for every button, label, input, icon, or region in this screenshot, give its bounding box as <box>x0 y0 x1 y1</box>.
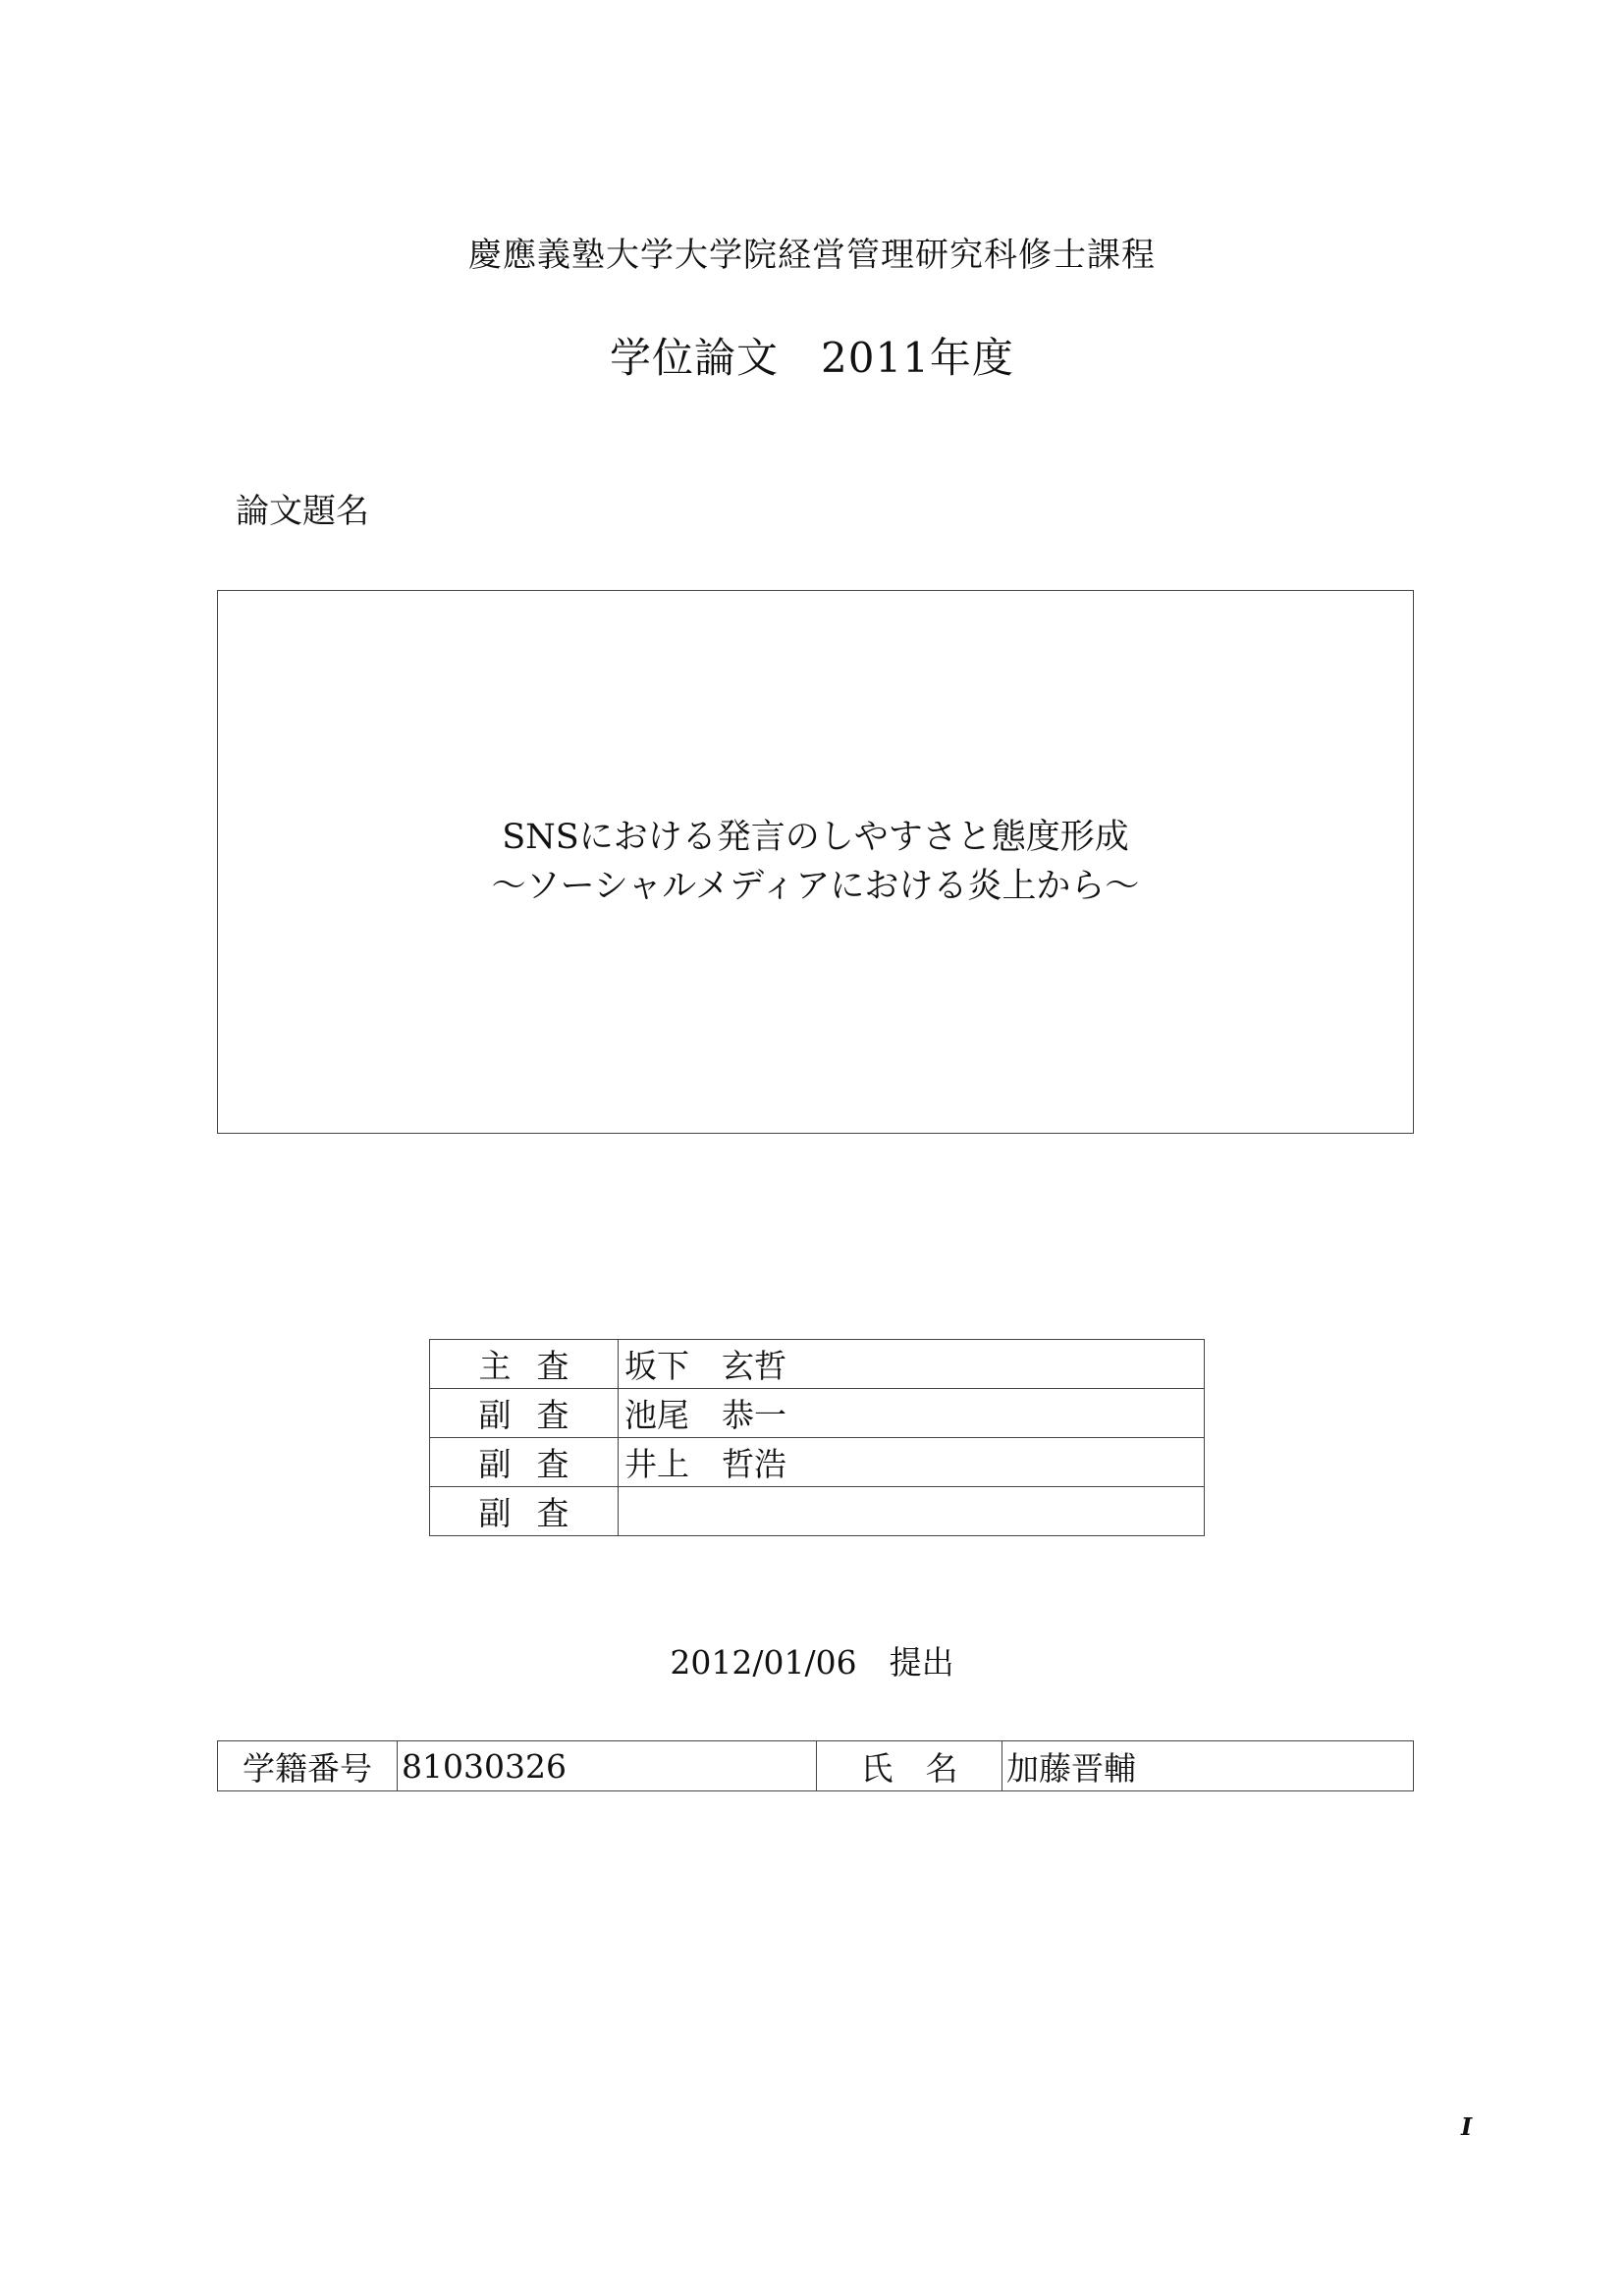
examiner-row <box>430 1487 1205 1536</box>
examiner-role: 主査 <box>430 1340 619 1389</box>
student-id-value: 81030326 <box>398 1741 817 1791</box>
examiner-name: 井上 哲浩 <box>619 1438 1205 1487</box>
examiner-row <box>430 1438 1205 1487</box>
submission-date: 2012/01/06 提出 <box>670 1643 954 1682</box>
page-number: I <box>1461 2112 1473 2141</box>
examiner-role: 副査 <box>430 1438 619 1487</box>
student-info-table <box>217 1740 1414 1791</box>
examiner-name: 坂下 玄哲 <box>619 1340 1205 1389</box>
thesis-title-subtitle: 〜ソーシャルメディアにおける炎上から〜 <box>491 867 1140 906</box>
thesis-year-heading: 学位論文 2011年度 <box>610 334 1014 382</box>
examiner-name: 池尾 恭一 <box>619 1389 1205 1438</box>
examiner-row <box>430 1340 1205 1389</box>
examiner-role: 副査 <box>430 1487 619 1536</box>
examiner-name <box>619 1487 1205 1536</box>
examiners-table <box>429 1339 1205 1536</box>
student-info-row <box>218 1741 1414 1791</box>
thesis-title-main: SNSにおける発言のしやすさと態度形成 <box>502 818 1129 857</box>
university-program: 慶應義塾大学大学院経営管理研究科修士課程 <box>468 236 1156 275</box>
examiner-row <box>430 1389 1205 1438</box>
student-id-label: 学籍番号 <box>218 1741 398 1791</box>
thesis-title-box <box>217 590 1414 1134</box>
thesis-title-label: 論文題名 <box>236 492 369 531</box>
student-name-label: 氏 名 <box>817 1741 1002 1791</box>
examiner-role: 副査 <box>430 1389 619 1438</box>
student-name-value: 加藤晋輔 <box>1002 1741 1414 1791</box>
